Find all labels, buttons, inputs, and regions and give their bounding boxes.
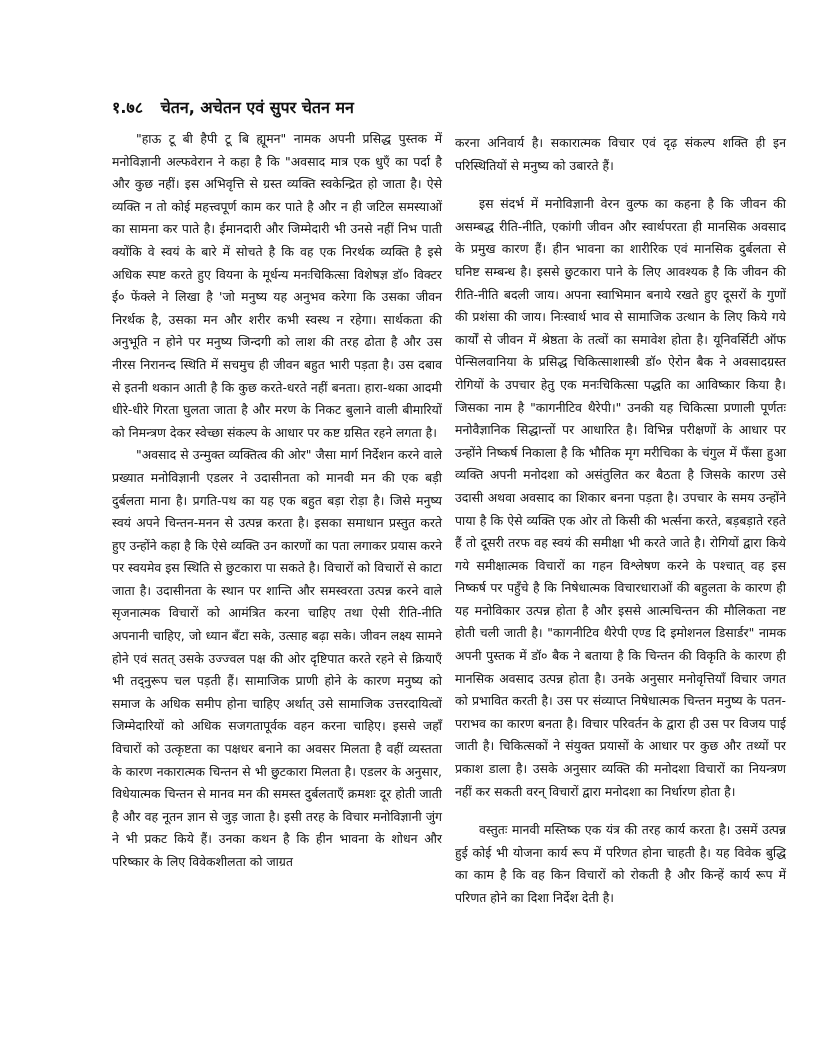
chapter-title: चेतन, अचेतन एवं सुपर चेतन मन xyxy=(160,98,354,117)
paragraph: "हाऊ टू बी हैपी टू बि ह्यूमन" नामक अपनी प्रसिद्ध पुस्तक में मनोविज्ञानी अल्फवेरान ने कहा है कि "अवसाद मात्र एक धुएँ का पर्दा है और कुछ नहीं। इस अभिवृत्ति से ग्रस्त व्यक्ति स्वकेन्द्रित हो जाता है। ऐसे व्यक्ति न तो कोई महत्त्वपूर्ण काम कर पाते है और न ही जटिल समस्याओं का सामना कर पाते है। ईमानदारी और जिम्मेदारी भी उनसे नहीं निभ पाती क्योंकि वे स्वयं के बारे में सोचते है कि वह एक निरर्थक व्यक्ति है इसे अधिक स्पष्ट करते हुए वियना के मूर्धन्य मनःचिकित्सा विशेषज्ञ डॉ० विक्टर ई० फेंक्ले ने लिखा है 'जो मनुष्य यह अनुभव करेगा कि उसका जीवन निरर्थक है, उसका मन और शरीर कभी स्वस्थ न रहेगा। सार्थकता की अनुभूति न होने पर मनुष्य जिन्दगी को लाश की तरह ढोता है और उस नीरस निरानन्द स्थिति में सचमुच ही जीवन बहुत भारी पड़ता है। उस दबाव से इतनी थकान आती है कि कुछ करते-धरते नहीं बनता। हारा-थका आदमी धीरे-धीरे गिरता घुलता जाता है और मरण के निकट बुलाने वाली बीमारियों को निमन्त्रण देकर स्वेच्छा संकल्प के आधार पर कष्ट ग्रसित रहने लगता है। xyxy=(112,131,442,440)
page-number: १.७८ xyxy=(112,98,144,117)
left-column xyxy=(112,128,442,874)
paragraph: इस संदर्भ में मनोविज्ञानी वेरन वुल्फ का कहना है कि जीवन की असम्बद्ध रीति-नीति, एकांगी जीवन और स्वार्थपरता ही मानसिक अवसाद के प्रमुख कारण हैं। हीन भावना का शारीरिक एवं मानसिक दुर्बलता से घनिष्ट सम्बन्ध है। इससे छुटकारा पाने के लिए आवश्यक है कि जीवन की रीति-नीति बदली जाय। अपना स्वाभिमान बनाये रखते हुए दूसरों के गुणों की प्रशंसा की जाय। निःस्वार्थ भाव से सामाजिक उत्थान के लिए किये गये कार्यों से जीवन में श्रेष्ठता के तत्वों का समावेश होता है। यूनिवर्सिटी ऑफ पेन्सिलवानिया के प्रसिद्ध चिकित्साशास्त्री डॉ० ऐरोन बैक ने अवसादग्रस्त रोगियों के उपचार हेतु एक मनःचिकित्सा पद्धति का आविष्कार किया है। जिसका नाम है "कागनीटिव थैरेपी।" उनकी यह चिकित्सा प्रणाली पूर्णतः मनोवैज्ञानिक सिद्धान्तों पर आधारित है। विभिन्न परीक्षणों के आधार पर उन्होंने निष्कर्ष निकाला है कि भौतिक मृग मरीचिका के चंगुल में फँसा हुआ व्यक्ति अपनी मनोदशा को असंतुलित कर बैठता है जिसके कारण उसे उदासी अथवा अवसाद का शिकार बनना पड़ता है। उपचार के समय उन्होंने पाया है कि ऐसे व्यक्ति एक ओर तो किसी की भर्त्सना करते, बड़बड़ाते रहते हैं तो दूसरी तरफ वह स्वयं की समीक्षा भी करते जाते है। रोगियों द्वारा किये गये समीक्षात्मक विचारों का गहन विश्लेषण करने के पश्चात् वह इस निष्कर्ष पर पहुँचे है कि निषेधात्मक विचारधाराओं की बहुलता के कारण ही यह मनोविकार उत्पन्न होता है और इससे आत्मचिन्तन की मौलिकता नष्ट होती चली जाती है। "कागनीटिव थैरेपी एण्ड दि इमोशनल डिसार्डर" नामक अपनी पुस्तक में डॉ० बैक ने बताया है कि चिन्तन की विकृति के कारण ही मानसिक अवसाद उत्पन्न होता है। उनके अनुसार मनोवृत्तियाँ विचार जगत को प्रभावित करती है। उस पर संव्याप्त निषेधात्मक चिन्तन मनुष्य के पतन-पराभव का कारण बनता है। विचार परिवर्तन के द्वारा ही उस पर विजय पाई जाती है। चिकित्सकों ने संयुक्त प्रयासों के आधार पर कुछ और तथ्यों पर प्रकाश डाला है। उसके अनुसार व्यक्ति की मनोदशा विचारों का नियन्त्रण नहीं कर सकती वरन् विचारों द्वारा मनोदशा का निर्धारण होता है। xyxy=(455,196,786,799)
running-header xyxy=(112,96,442,118)
paragraph: "अवसाद से उन्मुक्त व्यक्तित्व की ओर" जैसा मार्ग निर्देशन करने वाले प्रख्यात मनोविज्ञानी एडलर ने उदासीनता को मानवी मन की एक बड़ी दुर्बलता माना है। प्रगति-पथ का यह एक बहुत बड़ा रोड़ा है। जिसे मनुष्य स्वयं अपने चिन्तन-मनन से उत्पन्न करता है। इसका समाधान प्रस्तुत करते हुए उन्होंने कहा है कि ऐसे व्यक्ति उन कारणों का पता लगाकर प्रयास करने पर स्वयमेव इस स्थिति से छुटकारा पा सकते है। विचारों को विचारों से काटा जाता है। उदासीनता के स्थान पर शान्ति और समस्वरता उत्पन्न करने वाले सृजनात्मक विचारों को आमंत्रित करना चाहिए तथा ऐसी रीति-नीति अपनानी चाहिए, जो ध्यान बँटा सके, उत्साह बढ़ा सके। जीवन लक्ष्य सामने होने एवं सतत् उसके उज्ज्वल पक्ष की ओर दृष्टिपात करते रहने से क्रियाएँ भी तद्नुरूप चल पड़ती हैं। सामाजिक प्राणी होने के कारण मनुष्य को समाज के अधिक समीप होना चाहिए अर्थात् उसे सामाजिक उत्तरदायित्वों जिम्मेदारियों को अधिक सजगतापूर्वक वहन करना चाहिए। इससे जहाँ विचारों को उत्कृष्टता का पक्षधर बनाने का अवसर मिलता है वहीं व्यस्तता के कारण नकारात्मक चिन्तन से भी छुटकारा मिलता है। एडलर के अनुसार, विधेयात्मक चिन्तन से मानव मन की समस्त दुर्बलताएँ क्रमशः दूर होती जाती है और वह नूतन ज्ञान से जुड़ जाता है। इसी तरह के विचार मनोविज्ञानी जुंग ने भी प्रकट किये हैं। उनका कथन है कि हीन भावना के शोधन और परिष्कार के लिए विवेकशीलता को जाग्रत xyxy=(112,447,442,869)
paragraph: वस्तुतः मानवी मस्तिष्क एक यंत्र की तरह कार्य करता है। उसमें उत्पन्न हुई कोई भी योजना कार्य रूप में परिणत होना चाहती है। यह विवेक बुद्धि का काम है कि वह किन विचारों को रोकती है और किन्हें कार्य रूप में परिणत होने का दिशा निर्देश देती है। xyxy=(455,822,786,905)
paragraph: करना अनिवार्य है। सकारात्मक विचार एवं दृढ़ संकल्प शक्ति ही इन परिस्थितियों से मनुष्य को उबारते हैं। xyxy=(455,135,786,173)
right-column xyxy=(455,132,786,910)
